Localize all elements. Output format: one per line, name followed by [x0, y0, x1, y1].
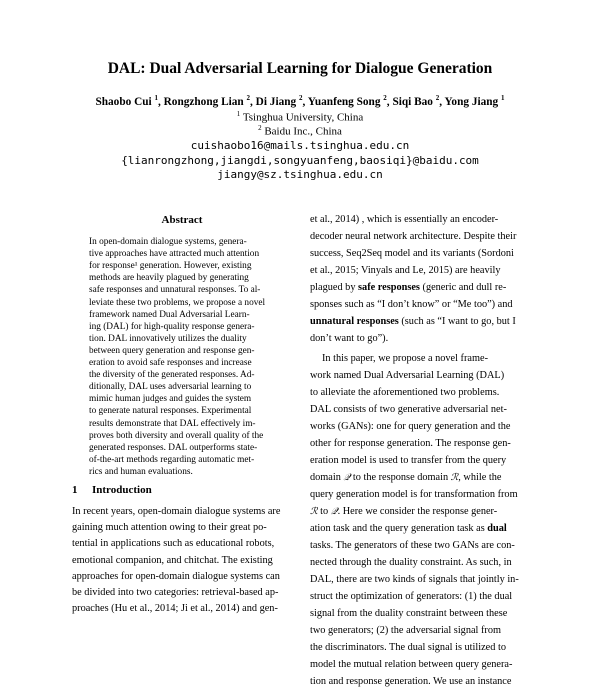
text-line: et al., 2015; Vinyals and Le, 2015) are heavily — [310, 265, 501, 276]
text-line: decoder neural network architecture. Despite their — [310, 231, 517, 242]
email-line: jiangy@sz.tsinghua.edu.cn — [217, 168, 383, 181]
text-line: works (GANs): one for query generation and the — [310, 421, 511, 432]
text-span: domain — [310, 472, 344, 483]
author-name: Yong Jiang — [444, 95, 499, 108]
affiliation-number: 1 — [236, 110, 241, 118]
math-symbol: ℛ — [310, 506, 318, 517]
text-line — [310, 522, 535, 535]
text-line — [310, 471, 535, 484]
math-symbol: 𝒬 — [330, 506, 338, 517]
author-affiliation-mark: 1 — [501, 94, 505, 102]
text-line: et al., 2014) , which is essentially an encoder- — [310, 214, 499, 225]
author-affiliation-mark: 2 — [435, 94, 440, 102]
abstract-line: In open-domain dialogue systems, genera- — [89, 237, 247, 247]
introduction-line: emotional companion, and chitchat. The existing — [72, 554, 273, 566]
introduction-line: gaining much attention owing to their great po- — [72, 522, 267, 534]
affiliation-line — [0, 110, 600, 124]
introduction-line: proaches (Hu et al., 2014; Ji et al., 2014) and gen- — [72, 603, 278, 615]
author-affiliation-mark: 2 — [383, 94, 387, 102]
abstract-line: of-the-art methods regarding automatic met- — [89, 454, 255, 465]
abstract-line: eration to avoid safe responses and increase — [89, 358, 252, 368]
author-affiliation-mark: 2 — [246, 94, 251, 102]
text-line: don’t want to go”). — [310, 333, 389, 344]
text-line: work named Dual Adversarial Learning (DAL) — [310, 370, 505, 381]
text-span: plagued by — [310, 282, 359, 293]
author-affiliation-mark: 2 — [299, 94, 303, 102]
affiliation-line — [0, 124, 600, 138]
abstract-line: between query generation and response gen- — [89, 345, 255, 356]
introduction-line: be divided into two categories: retrieval-based ap- — [72, 587, 279, 598]
abstract-line: mimic human judges and guides the system — [89, 394, 252, 405]
abstract-line: tion. DAL innovatively utilizes the duality — [89, 333, 247, 344]
author-name: Rongzhong Lian — [163, 95, 244, 108]
text-line: signal from the duality constraint between these — [310, 608, 508, 619]
introduction-line: In recent years, open-domain dialogue systems are — [72, 506, 281, 517]
emphasis-term: safe responses — [358, 282, 420, 293]
emphasis-term: dual — [487, 523, 507, 534]
author-name: Di Jiang — [255, 95, 297, 108]
text-span: (such as “I want to go, but I — [398, 316, 516, 327]
abstract-line: safe responses and unnatural responses. To al- — [89, 285, 261, 296]
text-line: to alleviate the aforementioned two problems. — [310, 387, 500, 398]
author-name: Shaobo Cui — [95, 95, 152, 108]
abstract-line: for response¹ generation. However, existing — [89, 261, 252, 272]
abstract-line: the diversity of the generated responses. Ad- — [89, 370, 255, 381]
math-symbol: 𝒬 — [343, 472, 351, 483]
section-number: 1 — [72, 484, 78, 496]
text-line: the discriminators. The dual signal is utilized to — [310, 642, 506, 653]
affiliation-number: 2 — [258, 124, 262, 132]
author-affiliation-mark: 1 — [154, 94, 158, 102]
abstract-line: rics and human evaluations. — [89, 466, 193, 477]
abstract-heading: Abstract — [161, 214, 203, 226]
text-span: ation task and the query generation task as — [310, 523, 488, 534]
text-line: nected through the duality constraint. As such, in — [310, 557, 512, 568]
text-span: . Here we consider the response gener- — [337, 506, 498, 517]
text-line — [310, 505, 535, 518]
text-line: DAL consists of two generative adversarial net- — [310, 404, 507, 415]
text-line: DAL, there are two kinds of signals that jointly in- — [310, 574, 519, 585]
abstract-line: generated responses. DAL outperforms state- — [89, 442, 258, 453]
abstract-line: framework named Dual Adversarial Learn- — [89, 309, 250, 320]
abstract-line: ditionally, DAL uses adversarial learning to — [89, 382, 252, 393]
abstract-line: to generate natural responses. Experimental — [89, 406, 252, 417]
text-line: eration model is used to transfer from the query — [310, 455, 507, 466]
text-line: model the mutual relation between query genera- — [310, 659, 513, 670]
introduction-line: tential in applications such as educational robots, — [72, 538, 275, 550]
affiliation-text: Baidu Inc., China — [264, 125, 342, 138]
email-line: cuishaobo16@mails.tsinghua.edu.cn — [190, 139, 410, 152]
abstract-line: results demonstrate that DAL effectively im- — [89, 418, 256, 429]
text-line: In this paper, we propose a novel frame- — [322, 353, 488, 364]
text-span: to the response domain — [350, 472, 451, 483]
text-line: two generators; (2) the adversarial signal from — [310, 625, 501, 636]
abstract-line: methods are heavily plagued by generating — [89, 273, 249, 284]
affiliation-text: Tsinghua University, China — [242, 111, 364, 124]
author-name: Yuanfeng Song — [307, 95, 381, 108]
text-line: success, Seq2Seq model and its variants (Sordoni — [310, 248, 514, 259]
introduction-line: approaches for open-domain dialogue systems can — [72, 570, 280, 582]
abstract-line: proves both diversity and overall quality of the — [89, 430, 264, 441]
abstract-line: leviate these two problems, we propose a novel — [89, 297, 266, 308]
text-line: tion and response generation. We use an instance — [310, 676, 512, 687]
text-line: tasks. The generators of these two GANs are con- — [310, 540, 515, 551]
abstract-line: ing (DAL) for high-quality response genera- — [89, 321, 255, 332]
author-list: Shaobo Cui $^1$, Rongzhong Lian $^2$, Di Jiang $^2$, Yuanfeng Song $^2$, Siqi Bao $^2$, Yong Jiang $^1$ — [95, 94, 505, 108]
abstract-line: tive approaches have attracted much attention — [89, 249, 260, 260]
text-span: to — [317, 506, 331, 517]
paper-title: DAL: Dual Adversarial Learning for Dialogue Generation — [107, 60, 493, 77]
text-line: struct the optimization of generators: (1) the dual — [310, 591, 513, 602]
emphasis-term: unnatural responses — [310, 316, 399, 327]
text-span: (generic and dull re- — [419, 282, 507, 293]
text-line — [310, 281, 535, 294]
text-line: sponses such as “I don’t know” or “Me too”) and — [310, 299, 513, 310]
text-line — [310, 315, 535, 328]
section-title: Introduction — [92, 484, 152, 496]
email-line: {lianrongzhong,jiangdi,songyuanfeng,baosiqi}@baidu.com — [121, 154, 479, 167]
math-symbol: ℛ — [450, 472, 459, 483]
text-line: other for response generation. The response gen- — [310, 438, 511, 449]
author-name: Siqi Bao — [392, 95, 433, 108]
text-span: , while the — [458, 472, 502, 483]
text-line: query generation model is for transformation from — [310, 489, 518, 500]
section-heading — [72, 484, 152, 496]
